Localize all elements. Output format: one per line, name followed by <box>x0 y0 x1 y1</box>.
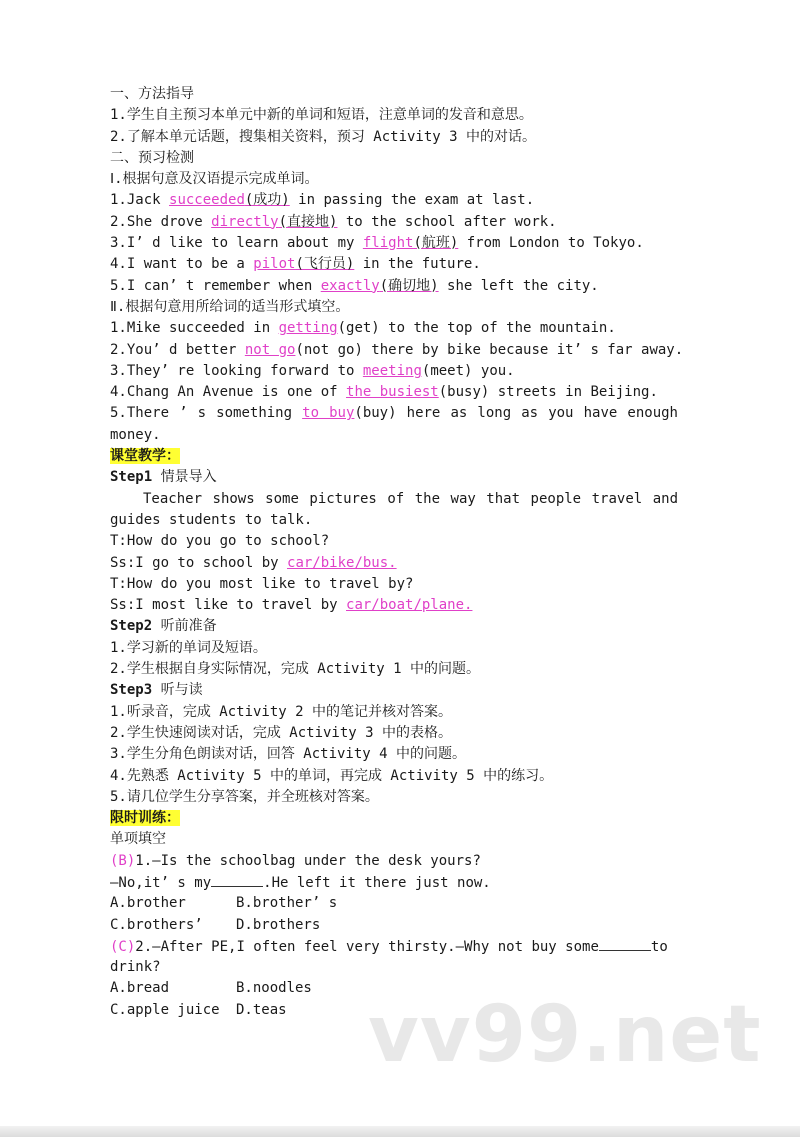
vocab-question-2: 2.She drove directly(直接地) to the school after work. <box>110 213 557 230</box>
answer: pilot <box>253 256 296 273</box>
mc-question-1-options-row2 <box>110 915 678 936</box>
step3-item-4: 4.先熟悉 Activity 5 中的单词，再完成 Activity 5 中的练习。 <box>110 767 554 784</box>
form-question-3: 3.They’ re looking forward to meeting(meet) you. <box>110 362 515 379</box>
answer: not go <box>244 341 296 358</box>
answer: (C) <box>110 938 136 955</box>
form-question-2: 2.You’ d better not go(not go) there by bike because it’ s far away. <box>110 341 684 358</box>
vocab-question-4: 4.I want to be a pilot(飞行员) in the future. <box>110 256 481 273</box>
method-heading: 一、方法指导 <box>110 86 194 102</box>
hint: (确切地) <box>379 277 439 294</box>
method-item-2: 2.了解本单元话题，搜集相关资料，预习 Activity 3 中的对话。 <box>110 128 537 145</box>
step1-heading: Step1 情景导入 <box>110 469 217 486</box>
answer: car/bike/bus. <box>287 554 397 571</box>
form-question-4: 4.Chang An Avenue is one of the busiest(busy) streets in Beijing. <box>110 384 658 401</box>
step3-item-2: 2.学生快速阅读对话，完成 Activity 3 中的表格。 <box>110 724 453 741</box>
answer: to buy <box>302 405 355 422</box>
method-item-1: 1.学生自主预习本单元中新的单词和短语，注意单词的发音和意思。 <box>110 107 533 124</box>
highlighted-heading: 课堂教学： <box>110 448 180 465</box>
mc-question-1: (B)1.—Is the schoolbag under the desk yours? <box>110 852 481 869</box>
step3-item-3: 3.学生分角色朗读对话，回答 Activity 4 中的问题。 <box>110 746 467 763</box>
answer-blank <box>599 936 651 951</box>
option-a: A.bread <box>110 980 170 997</box>
mc-question-1-options-row1 <box>110 893 678 914</box>
mc-question-1-line2: —No,it’ s my .He left it there just now. <box>110 872 678 893</box>
dialog-line-2: Ss:I go to school by car/bike/bus. <box>110 554 397 571</box>
form-question-5: 5.There ’ s something to buy(buy) here as long as you have enough <box>110 405 678 422</box>
option-d: D.teas <box>236 1001 287 1018</box>
answer: car/boat/plane. <box>346 597 473 614</box>
dialog-line-1: T:How do you go to school? <box>110 533 330 550</box>
step3-item-5: 5.请几位学生分享答案，并全班核对答案。 <box>110 788 379 805</box>
step2-item-1: 1.学习新的单词及短语。 <box>110 639 267 656</box>
step1-description: Teacher shows some pictures of the way that people travel and guides students to talk. <box>110 490 678 528</box>
vocab-question-3: 3.I’ d like to learn about my flight(航班) from London to Tokyo. <box>110 235 644 252</box>
worksheet-content <box>110 84 684 1021</box>
option-d: D.brothers <box>236 916 321 933</box>
form-question-1: 1.Mike succeeded in getting(get) to the top of the mountain. <box>110 320 616 337</box>
option-c: C.apple juice <box>110 1001 220 1018</box>
step2-item-2: 2.学生根据自身实际情况，完成 Activity 1 中的问题。 <box>110 661 481 678</box>
answer: getting <box>278 320 338 337</box>
page-bottom-edge <box>0 1126 800 1137</box>
step2-heading: Step2 听前准备 <box>110 618 217 635</box>
training-subheading: 单项填空 <box>110 831 166 848</box>
hint: (航班) <box>413 235 459 252</box>
form-question-5-continued: money. <box>110 426 161 443</box>
hint: (直接地) <box>278 213 338 230</box>
preview-heading: 二、预习检测 <box>110 149 194 166</box>
answer-blank <box>211 872 263 887</box>
classroom-heading <box>110 446 678 467</box>
dialog-line-4: Ss:I most like to travel by car/boat/plane. <box>110 597 473 614</box>
mc-question-2-continued: drink? <box>110 959 161 976</box>
option-b: B.noodles <box>236 980 312 997</box>
answer: succeeded <box>169 192 245 209</box>
training-heading <box>110 808 678 829</box>
part1-title: Ⅰ.根据句意及汉语提示完成单词。 <box>110 171 319 188</box>
answer: meeting <box>362 362 422 379</box>
option-c: C.brothers’ <box>110 916 203 933</box>
vocab-question-1: 1.Jack succeeded(成功) in passing the exam at last. <box>110 192 535 209</box>
hint: (成功) <box>244 192 290 209</box>
highlighted-heading: 限时训练： <box>110 810 180 827</box>
answer: flight <box>362 235 414 252</box>
option-b: B.brother’ s <box>236 895 338 912</box>
answer: exactly <box>320 277 380 294</box>
hint: (飞行员) <box>295 256 355 273</box>
dialog-line-3: T:How do you most like to travel by? <box>110 575 414 592</box>
vocab-question-5: 5.I can’ t remember when exactly(确切地) she left the city. <box>110 277 599 294</box>
part2-title: Ⅱ.根据句意用所给词的适当形式填空。 <box>110 298 350 315</box>
answer: directly <box>211 213 279 230</box>
watermark: vv99.net <box>368 990 762 1080</box>
option-a: A.brother <box>110 895 186 912</box>
answer: the busiest <box>346 384 439 401</box>
step3-item-1: 1.听录音，完成 Activity 2 中的笔记并核对答案。 <box>110 703 453 720</box>
step3-heading: Step3 听与读 <box>110 682 203 699</box>
answer: (B) <box>110 852 136 869</box>
mc-question-2: (C)2.—After PE,I often feel very thirsty.—Why not buy some to <box>110 936 678 957</box>
